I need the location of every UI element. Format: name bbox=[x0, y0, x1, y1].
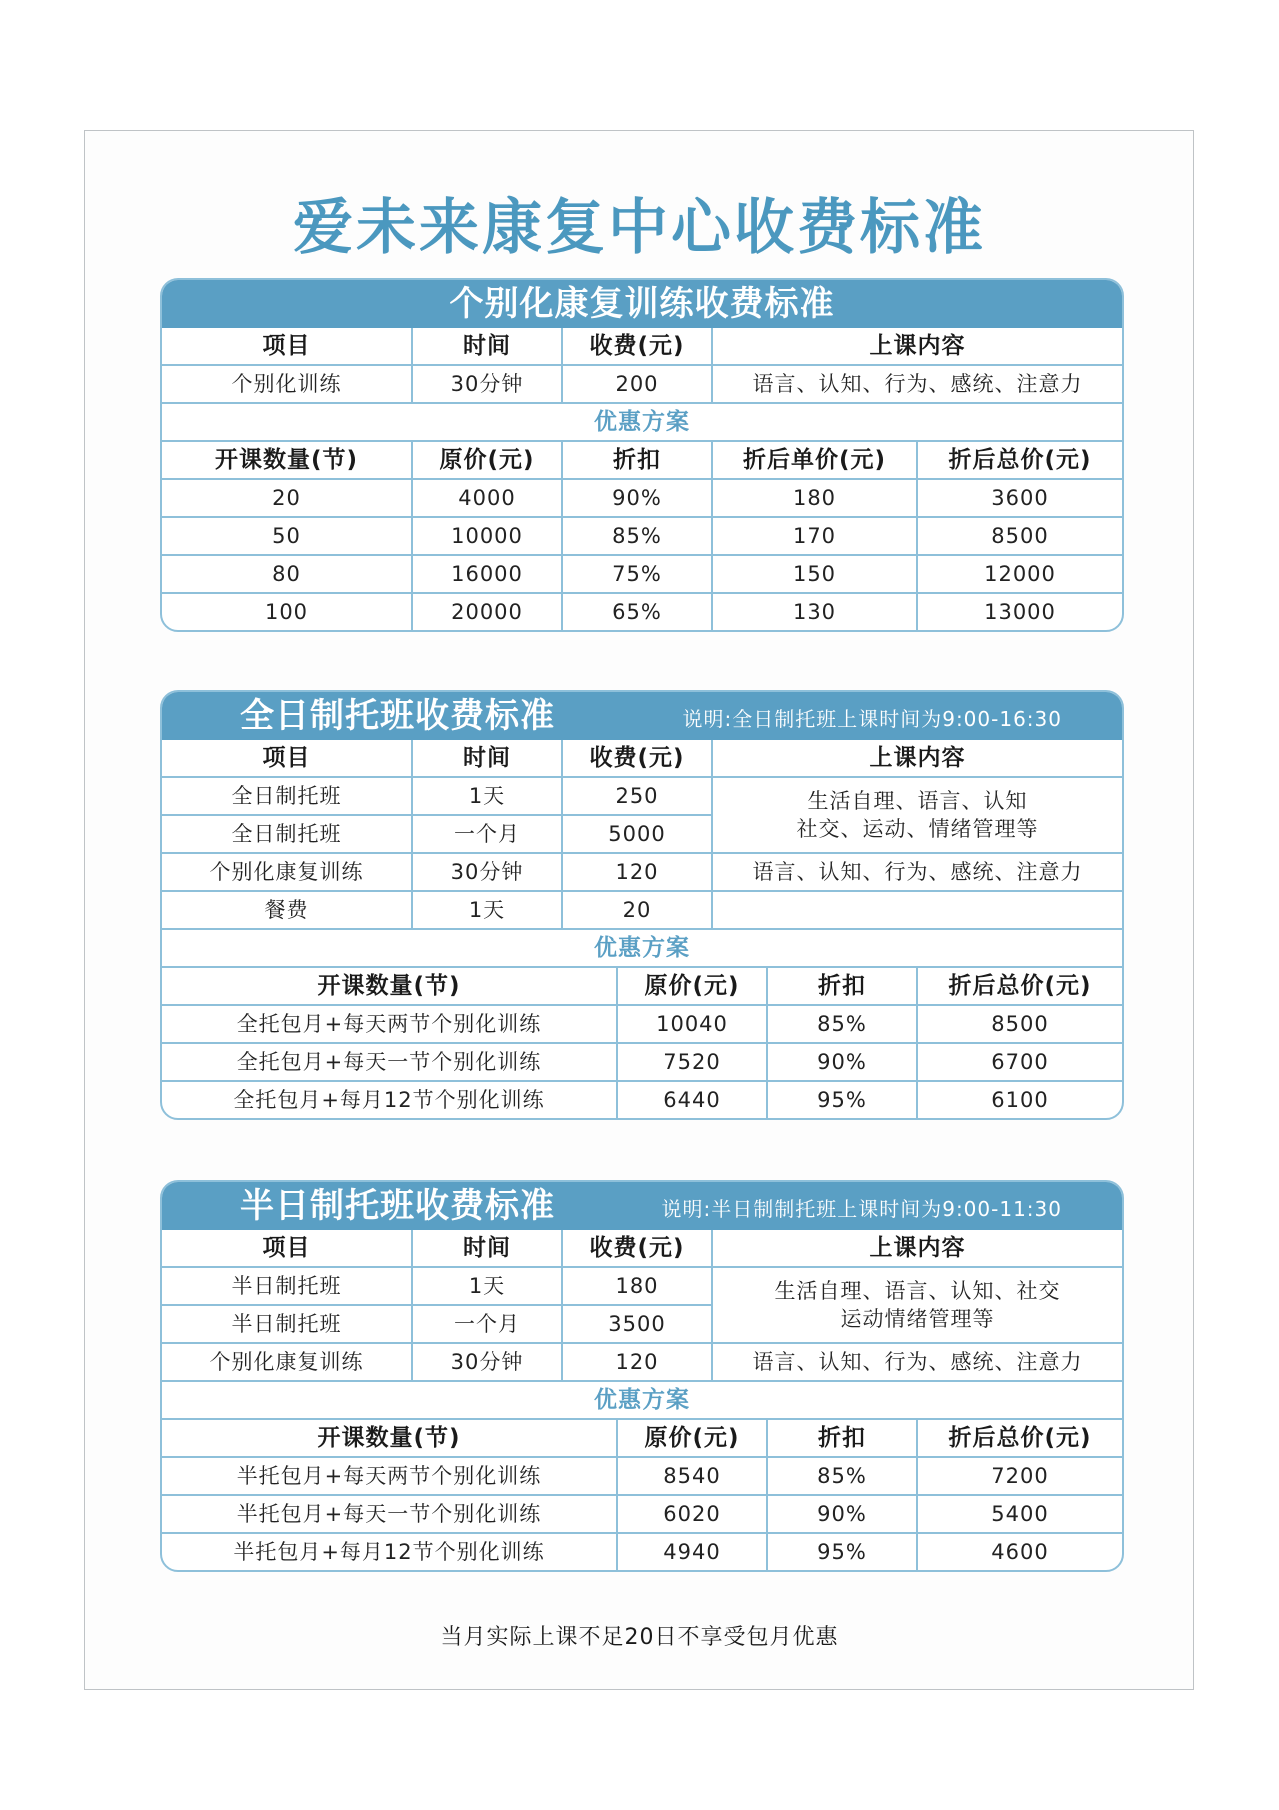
table-row bbox=[162, 1267, 1122, 1305]
header-cell: 折后总价(元) bbox=[917, 967, 1122, 1005]
header-cell: 折后单价(元) bbox=[712, 441, 917, 479]
fee-table bbox=[162, 328, 1122, 630]
table-header-row bbox=[162, 328, 1122, 365]
table-cell: 85% bbox=[562, 517, 712, 555]
table-cell: 75% bbox=[562, 555, 712, 593]
table-cell: 250 bbox=[562, 777, 712, 815]
table-cell: 6020 bbox=[617, 1495, 767, 1533]
table-row bbox=[162, 517, 1122, 555]
table-row bbox=[162, 593, 1122, 630]
section-header bbox=[162, 280, 1122, 328]
table-header-row bbox=[162, 1230, 1122, 1267]
table-cell: 语言、认知、行为、感统、注意力 bbox=[712, 1343, 1122, 1380]
table-cell: 16000 bbox=[412, 555, 562, 593]
table-cell: 一个月 bbox=[412, 815, 562, 853]
section-note: 说明:全日制托班上课时间为9:00-16:30 bbox=[682, 707, 1062, 731]
header-cell: 原价(元) bbox=[617, 1419, 767, 1457]
promo-table bbox=[162, 928, 1122, 1118]
table-cell: 65% bbox=[562, 593, 712, 630]
table-row bbox=[162, 1081, 1122, 1118]
table-cell: 30分钟 bbox=[412, 853, 562, 891]
table-cell: 全托包月+每月12节个别化训练 bbox=[162, 1081, 617, 1118]
section-title: 个别化康复训练收费标准 bbox=[449, 284, 835, 324]
table-cell: 95% bbox=[767, 1081, 917, 1118]
table-cell: 90% bbox=[562, 479, 712, 517]
table-row bbox=[162, 853, 1122, 891]
promo-header-row bbox=[162, 967, 1122, 1005]
table-cell: 150 bbox=[712, 555, 917, 593]
fee-table bbox=[162, 1230, 1122, 1380]
header-cell: 时间 bbox=[412, 1230, 562, 1267]
footer-note: 当月实际上课不足20日不享受包月优惠 bbox=[440, 1625, 839, 1650]
header-cell: 时间 bbox=[412, 328, 562, 365]
table-cell: 90% bbox=[767, 1043, 917, 1081]
table-cell: 个别化训练 bbox=[162, 365, 412, 403]
promo-label-row bbox=[162, 403, 1122, 441]
table-cell: 8540 bbox=[617, 1457, 767, 1495]
table-row bbox=[162, 1043, 1122, 1081]
table-row bbox=[162, 1005, 1122, 1043]
table-cell: 6700 bbox=[917, 1043, 1122, 1081]
table-cell: 90% bbox=[767, 1495, 917, 1533]
section-title: 半日制托班收费标准 bbox=[240, 1186, 555, 1226]
table-cell: 5400 bbox=[917, 1495, 1122, 1533]
table-cell: 170 bbox=[712, 517, 917, 555]
table-cell: 10000 bbox=[412, 517, 562, 555]
table-cell: 30分钟 bbox=[412, 1343, 562, 1380]
table-cell: 6440 bbox=[617, 1081, 767, 1118]
table-row bbox=[162, 777, 1122, 815]
table-cell: 20000 bbox=[412, 593, 562, 630]
table-cell: 个别化康复训练 bbox=[162, 1343, 412, 1380]
header-cell: 原价(元) bbox=[412, 441, 562, 479]
header-cell: 折后总价(元) bbox=[917, 1419, 1122, 1457]
content-line: 生活自理、语言、认知 bbox=[807, 789, 1028, 813]
table-cell: 3600 bbox=[917, 479, 1122, 517]
table-row bbox=[162, 891, 1122, 928]
header-cell: 项目 bbox=[162, 328, 412, 365]
table-cell: 80 bbox=[162, 555, 412, 593]
table-cell: 语言、认知、行为、感统、注意力 bbox=[712, 365, 1122, 403]
section-header bbox=[162, 692, 1122, 740]
section-note: 说明:半日制制托班上课时间为9:00-11:30 bbox=[661, 1197, 1062, 1221]
section-full-day-class bbox=[160, 690, 1124, 1120]
table-row bbox=[162, 365, 1122, 403]
header-cell: 折扣 bbox=[767, 1419, 917, 1457]
header-cell: 项目 bbox=[162, 1230, 412, 1267]
section-header bbox=[162, 1182, 1122, 1230]
table-cell: 4000 bbox=[412, 479, 562, 517]
table-cell: 20 bbox=[562, 891, 712, 928]
header-cell: 上课内容 bbox=[712, 1230, 1122, 1267]
promo-label: 优惠方案 bbox=[162, 929, 1122, 967]
section-half-day-class bbox=[160, 1180, 1124, 1572]
header-cell: 上课内容 bbox=[712, 740, 1122, 777]
table-cell: 100 bbox=[162, 593, 412, 630]
table-cell: 120 bbox=[562, 1343, 712, 1380]
header-cell: 开课数量(节) bbox=[162, 441, 412, 479]
table-cell: 120 bbox=[562, 853, 712, 891]
table-row bbox=[162, 479, 1122, 517]
table-cell: 全日制托班 bbox=[162, 815, 412, 853]
table-cell: 180 bbox=[562, 1267, 712, 1305]
table-cell: 全日制托班 bbox=[162, 777, 412, 815]
table-row bbox=[162, 555, 1122, 593]
table-cell: 6100 bbox=[917, 1081, 1122, 1118]
table-header-row bbox=[162, 740, 1122, 777]
promo-header-row bbox=[162, 441, 1122, 479]
table-cell: 半托包月+每天一节个别化训练 bbox=[162, 1495, 617, 1533]
table-cell: 一个月 bbox=[412, 1305, 562, 1343]
content-cell bbox=[712, 777, 1122, 853]
table-cell: 1天 bbox=[412, 891, 562, 928]
promo-table bbox=[162, 1380, 1122, 1570]
content-line: 社交、运动、情绪管理等 bbox=[796, 817, 1039, 841]
table-cell: 1天 bbox=[412, 1267, 562, 1305]
table-cell: 13000 bbox=[917, 593, 1122, 630]
header-cell: 项目 bbox=[162, 740, 412, 777]
table-cell: 130 bbox=[712, 593, 917, 630]
table-cell bbox=[712, 891, 1122, 928]
header-cell: 开课数量(节) bbox=[162, 1419, 617, 1457]
header-cell: 折后总价(元) bbox=[917, 441, 1122, 479]
promo-label: 优惠方案 bbox=[162, 403, 1122, 441]
table-row bbox=[162, 1533, 1122, 1570]
section-individual-training bbox=[160, 278, 1124, 632]
header-cell: 收费(元) bbox=[562, 328, 712, 365]
table-cell: 半日制托班 bbox=[162, 1305, 412, 1343]
header-cell: 收费(元) bbox=[562, 740, 712, 777]
table-cell: 20 bbox=[162, 479, 412, 517]
table-row bbox=[162, 1343, 1122, 1380]
content-line: 运动情绪管理等 bbox=[840, 1307, 995, 1331]
header-cell: 收费(元) bbox=[562, 1230, 712, 1267]
table-cell: 10040 bbox=[617, 1005, 767, 1043]
table-cell: 半托包月+每天两节个别化训练 bbox=[162, 1457, 617, 1495]
table-cell: 85% bbox=[767, 1457, 917, 1495]
page-title: 爱未来康复中心收费标准 bbox=[293, 193, 986, 263]
table-cell: 全托包月+每天两节个别化训练 bbox=[162, 1005, 617, 1043]
table-cell: 200 bbox=[562, 365, 712, 403]
table-row bbox=[162, 1495, 1122, 1533]
table-cell: 12000 bbox=[917, 555, 1122, 593]
header-cell: 上课内容 bbox=[712, 328, 1122, 365]
promo-label-row bbox=[162, 1381, 1122, 1419]
header-cell: 时间 bbox=[412, 740, 562, 777]
header-cell: 原价(元) bbox=[617, 967, 767, 1005]
promo-header-row bbox=[162, 1419, 1122, 1457]
header-cell: 开课数量(节) bbox=[162, 967, 617, 1005]
table-cell: 3500 bbox=[562, 1305, 712, 1343]
table-row bbox=[162, 1457, 1122, 1495]
table-cell: 85% bbox=[767, 1005, 917, 1043]
table-cell: 半日制托班 bbox=[162, 1267, 412, 1305]
fee-table bbox=[162, 740, 1122, 928]
table-cell: 30分钟 bbox=[412, 365, 562, 403]
table-cell: 8500 bbox=[917, 1005, 1122, 1043]
table-cell: 180 bbox=[712, 479, 917, 517]
table-cell: 4940 bbox=[617, 1533, 767, 1570]
table-cell: 7520 bbox=[617, 1043, 767, 1081]
table-cell: 5000 bbox=[562, 815, 712, 853]
content-line: 生活自理、语言、认知、社交 bbox=[774, 1279, 1061, 1303]
promo-label: 优惠方案 bbox=[162, 1381, 1122, 1419]
table-cell: 1天 bbox=[412, 777, 562, 815]
table-cell: 7200 bbox=[917, 1457, 1122, 1495]
header-cell: 折扣 bbox=[767, 967, 917, 1005]
table-cell: 95% bbox=[767, 1533, 917, 1570]
table-cell: 4600 bbox=[917, 1533, 1122, 1570]
table-cell: 半托包月+每月12节个别化训练 bbox=[162, 1533, 617, 1570]
section-title: 全日制托班收费标准 bbox=[240, 696, 555, 736]
table-cell: 50 bbox=[162, 517, 412, 555]
table-cell: 餐费 bbox=[162, 891, 412, 928]
header-cell: 折扣 bbox=[562, 441, 712, 479]
table-cell: 语言、认知、行为、感统、注意力 bbox=[712, 853, 1122, 891]
content-cell bbox=[712, 1267, 1122, 1343]
table-cell: 8500 bbox=[917, 517, 1122, 555]
promo-label-row bbox=[162, 929, 1122, 967]
table-cell: 全托包月+每天一节个别化训练 bbox=[162, 1043, 617, 1081]
table-cell: 个别化康复训练 bbox=[162, 853, 412, 891]
